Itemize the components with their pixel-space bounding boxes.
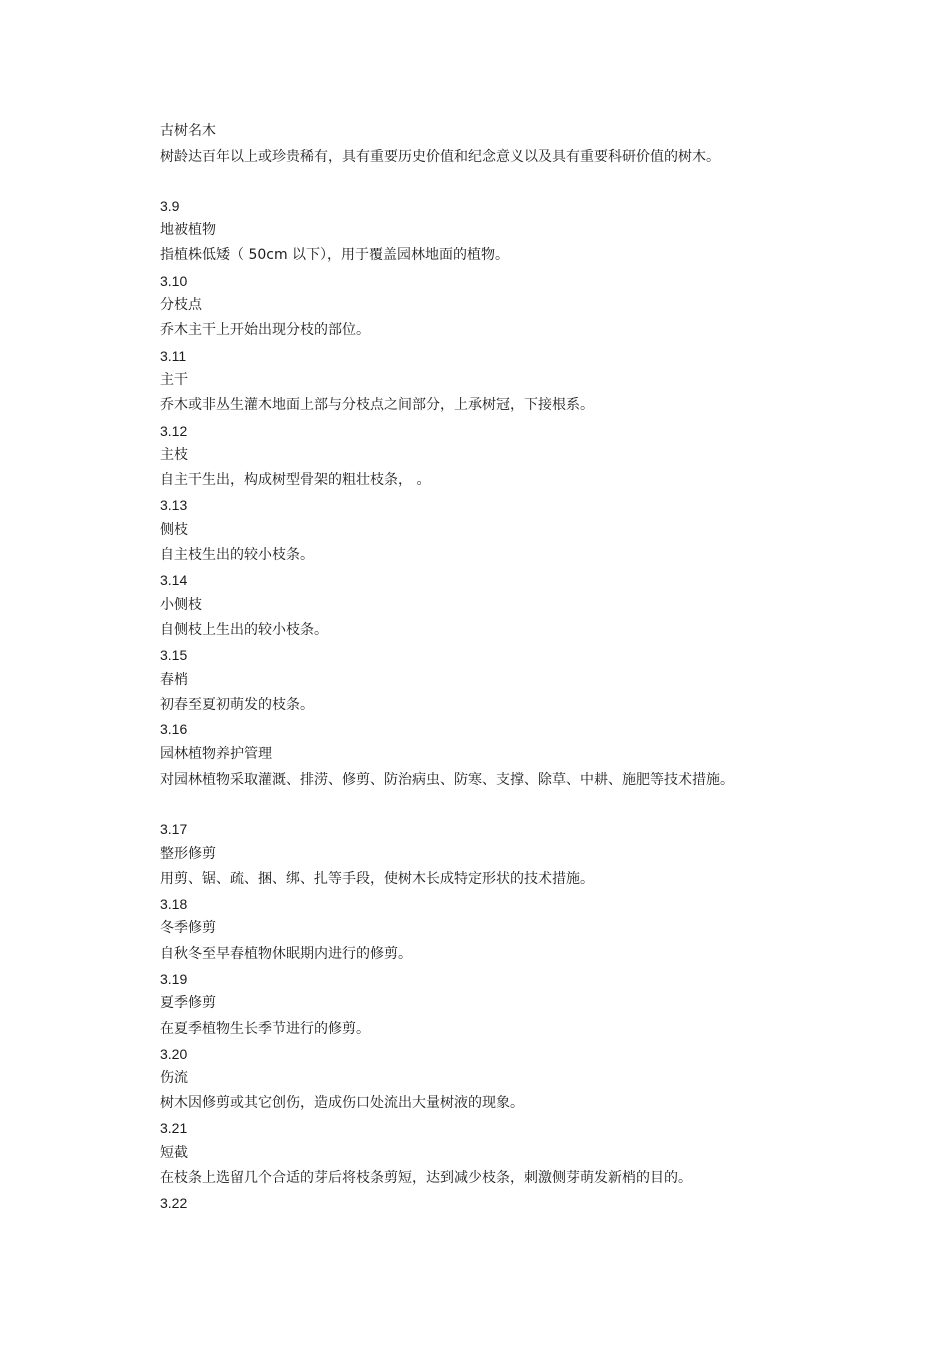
- clause-number: 3.14: [160, 572, 188, 588]
- clause-number: 3.15: [160, 647, 188, 663]
- term-title: 冬季修剪: [160, 920, 216, 936]
- term-definition: 树龄达百年以上或珍贵稀有，具有重要历史价值和纪念意义以及具有重要科研价值的树木。: [160, 149, 720, 165]
- term-definition: 乔木或非丛生灌木地面上部与分枝点之间部分，上承树冠，下接根系。: [160, 397, 594, 413]
- clause-number: 3.18: [160, 896, 188, 912]
- clause-number: 3.21: [160, 1120, 188, 1136]
- term-title: 春梢: [160, 672, 188, 688]
- term-title: 主枝: [160, 447, 188, 463]
- term-definition: 在枝条上选留几个合适的芽后将枝条剪短，达到减少枝条，刺激侧芽萌发新梢的目的。: [160, 1170, 692, 1186]
- clause-number: 3.12: [160, 423, 188, 439]
- term-title: 短截: [160, 1145, 188, 1161]
- term-definition: 用剪、锯、疏、捆、绑、扎等手段，使树木长成特定形状的技术措施。: [160, 871, 594, 887]
- term-definition: 初春至夏初萌发的枝条。: [160, 697, 314, 713]
- term-title: 地被植物: [160, 222, 216, 238]
- clause-number: 3.16: [160, 721, 188, 737]
- term-definition: 指植株低矮（ 50cm 以下），用于覆盖园林地面的植物。: [160, 247, 510, 263]
- term-definition: 自秋冬至早春植物休眠期内进行的修剪。: [160, 946, 412, 962]
- term-definition: 在夏季植物生长季节进行的修剪。: [160, 1021, 370, 1037]
- term-definition: 对园林植物采取灌溉、排涝、修剪、防治病虫、防寒、支撑、除草、中耕、施肥等技术措施。: [160, 772, 734, 788]
- term-title: 主干: [160, 372, 188, 388]
- term-definition: 自主干生出，构成树型骨架的粗壮枝条， 。: [160, 472, 431, 488]
- term-title: 侧枝: [160, 522, 188, 538]
- clause-number: 3.17: [160, 821, 188, 837]
- term-title: 夏季修剪: [160, 995, 216, 1011]
- term-title: 整形修剪: [160, 846, 216, 862]
- term-definition: 自主枝生出的较小枝条。: [160, 547, 314, 563]
- term-definition: 乔木主干上开始出现分枝的部位。: [160, 322, 370, 338]
- term-definition: 自侧枝上生出的较小枝条。: [160, 622, 328, 638]
- clause-number: 3.22: [160, 1195, 188, 1211]
- clause-number: 3.9: [160, 198, 180, 214]
- term-title: 分枝点: [160, 297, 202, 313]
- term-title: 伤流: [160, 1070, 188, 1086]
- term-title: 古树名木: [160, 123, 216, 139]
- clause-number: 3.20: [160, 1046, 188, 1062]
- term-title: 园林植物养护管理: [160, 746, 272, 762]
- clause-number: 3.13: [160, 497, 188, 513]
- clause-number: 3.10: [160, 273, 188, 289]
- clause-number: 3.19: [160, 971, 188, 987]
- clause-number: 3.11: [160, 348, 187, 364]
- term-definition: 树木因修剪或其它创伤，造成伤口处流出大量树液的现象。: [160, 1095, 524, 1111]
- term-title: 小侧枝: [160, 597, 202, 613]
